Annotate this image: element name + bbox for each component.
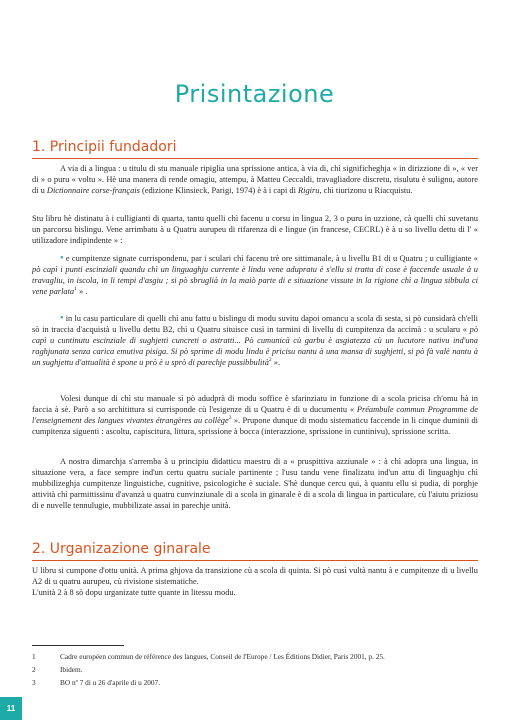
footnote-2: 2 Ibidem. [32, 665, 83, 674]
paragraph-units: L'unità 2 à 8 sò dopu urganizate tutte quante in litessu modu. [32, 588, 236, 597]
heading-rule [32, 560, 478, 561]
footnote-3: 3 BO nº 7 di u 26 d'aprile di u 2007. [32, 678, 161, 687]
footnote-1: 1 Cadre européen commun de référence des langues, Conseil de l'Europe / Les Éditions Didier, Paris 2001, p. 25. [32, 652, 385, 661]
page-title: Prisintazione [174, 80, 335, 109]
heading-rule [32, 158, 478, 159]
paragraph-audience: Stu libru hè distinatu à i culligianti di quarta, tantu quelli chì facenu u corsu in lingua 2, 3 o puru in uzzione, cà quelli chì suvetanu un parcorsu bislingu. Vene arrimbatu à u Quatru aurupeu di rifarenza di e lingue (in francese, CECRL) è à u so livellu dettu di l' « utilizadore indipindente » : [32, 214, 478, 246]
bullet-icon: • [60, 313, 64, 324]
paragraph-usage: Volesi dunque di chì stu manuale sì pò adudprà di modu soffice è sfarinziatu in funzione di a scola pricisa ch'omu hà in faccia à sè. Parò a so architittura si currisponde cù l'esigenze di u Quatru è di u ducumentu « Préambule commun Programme de l'enseignement des langues vivantes étrangères au collège$^3$ ». Prupone dunque di modu sistematicu faccende in li cinque duminii di cumpitenza siguenti : ascoltu, capiscitura, littura, sprissione à bocca (interazzione, sprissione in cuntinivu), sprissione scritta. [32, 394, 478, 437]
page-number: 11 [0, 697, 22, 720]
bullet-icon: • [60, 253, 64, 264]
paragraph-structure: U libru si cumpone d'ottu unità. A prima ghjova da transizione cù a scola di quinta. Si pò cusì vultà nantu à e cumpitenze di u livellu A2 di u quatru aurupeu, cù rivisione sistematiche. [32, 566, 478, 587]
bullet-b1: • e cumpitenze signate currispondenu, par i sculari chì facenu trè ore sittimanale, à u livellu B1 di u Quatru ; u culligiante « pò capì i punti escinziali quandu chì un linguaghju currente è lindu vene adupratu è s'ellu si tratta di cose è faccende usuale à u travagliu, in iscola, in li tempi d'asgiu ; si pò sbruglià in la maiò parte di e situazione vissute in la rigione chì a lingua sibbula ci vene parlata$^1$ » . [32, 253, 478, 297]
section-heading-principii: 1. Principii fundadori [32, 139, 177, 155]
footnote-divider [32, 645, 124, 646]
paragraph-intro: A via di a lingua : u titulu di stu manuale ripiglia una sprissione antica, à via di, chì significheghja « in dirizzione di », « ver di » o puru « voltu ». Hè una manera di rende omagiu, attempu, à Matteu Ceccaldi, travagliadore discretu, risulutu è sulignu, autore di u Dictionnaire corse-français (edizione Klinsieck, Parigi, 1974) è à i capi di Rigiru, chì tiurizonu u Riacquistu. [32, 164, 478, 196]
section-heading-urganizazione: 2. Urganizazione ginarale [32, 541, 211, 557]
paragraph-approach: A nostra dimarchja s'arremba à u principiu didatticu maestru di a « pruspittiva azziunale » : à chì adopra una lingua, in situazione vera, a face sempre ind'un certu quatru suciale partinente ; l'usu tandu vene finalizatu ind'un attu di linguaghju chì mubbilizeghja cumpitenze linguistiche, cugnitive, psicologiche è suciale. S'hè dunque cercu qui, à quantu ellu si pudia, di porghje attività chì parmittissinu d'avanzà u quatru cunvinziunale di a scola in ginarale è di a scola di lingua in particulare, cù l'aiutu priziosu di e nuvelle tennulugie, mubbilizate assai in parechje unità. [32, 457, 478, 511]
bullet-b2: • in lu casu particulare di quelli chì anu fattu u bislingu di modu suvitu dapoi omancu a scola di sesta, si pò cunsidarà ch'elli sò in traccia d'acquistà u livellu dettu B2, chì u Quatru situisce cusì in tarmini di livellu di cumpitenza da accimà : u scularu « pò capì u cuntinutu escinziale di sughjetti cuncreti o astratti... Pò cumunicà cù garbu è asgiatezza cù un lucutore nativu ind'una raghjunata senza carica emutiva pisiga. Si pò sprime di modu lindu è pricisu nantu à una mansa di sughjetti, si pò fà valè nantu à un sughjettu d'attualità è spone u prò è u sprò di parechje pussibbulità$^2$ ». [32, 313, 478, 368]
